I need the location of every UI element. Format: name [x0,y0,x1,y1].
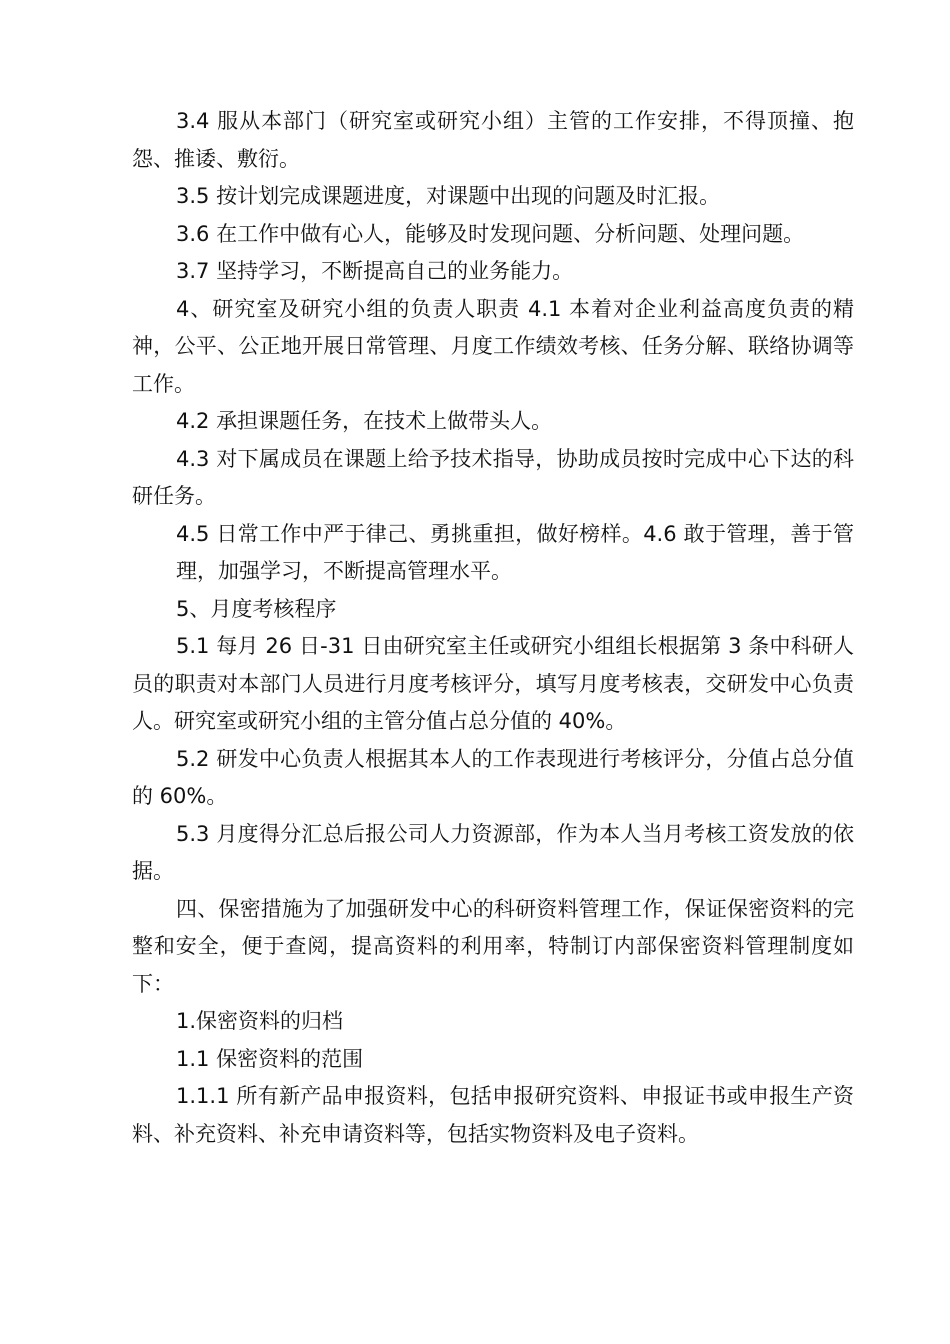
paragraph-3-4: 3.4 服从本部门（研究室或研究小组）主管的工作安排，不得顶撞、抱怨、推诿、敷衍。 [132,109,854,171]
heading-1-1: 1.1 保密资料的范围 [176,1046,364,1071]
heading-section-5: 5、月度考核程序 [176,596,337,621]
paragraph-5-3: 5.3 月度得分汇总后报公司人力资源部，作为本人当月考核工资发放的依据。 [132,821,854,883]
paragraph-5-1: 5.1 每月 26 日-31 日由研究室主任或研究小组组长根据第 3 条中科研人员的职责对本部门人员进行月度考核评分，填写月度考核表，交研发中心负责人。研究室或研究小组的主管分值占总分值的 40%。 [132,634,854,733]
paragraph-3-7: 3.7 坚持学习，不断提高自己的业务能力。 [176,259,574,283]
paragraph-3-5: 3.5 按计划完成课题进度，对课题中出现的问题及时汇报。 [176,184,721,208]
paragraph-5-2: 5.2 研发中心负责人根据其本人的工作表现进行考核评分，分值占总分值的 60%。 [132,746,854,808]
document-body [132,103,854,1153]
paragraph-4-2: 4.2 承担课题任务，在技术上做带头人。 [176,409,553,433]
paragraph-4-1: 4、研究室及研究小组的负责人职责 4.1 本着对企业利益高度负责的精神，公平、公正地开展日常管理、月度工作绩效考核、任务分解、联络协调等工作。 [132,296,854,396]
paragraph-section-4-intro: 四、保密措施为了加强研发中心的科研资料管理工作，保证保密资料的完整和安全，便于查阅，提高资料的利用率，特制订内部保密资料管理制度如下： [132,896,854,996]
paragraph-4-5: 4.5 日常工作中严于律己、勇挑重担，做好榜样。4.6 敢于管理，善于管理，加强学习，不断提高管理水平。 [176,521,854,583]
paragraph-1-1-1: 1.1.1 所有新产品申报资料，包括申报研究资料、申报证书或申报生产资料、补充资料、补充申请资料等，包括实物资料及电子资料。 [132,1084,854,1146]
heading-1: 1.保密资料的归档 [176,1009,344,1033]
paragraph-3-6: 3.6 在工作中做有心人，能够及时发现问题、分析问题、处理问题。 [176,221,805,246]
paragraph-4-3: 4.3 对下属成员在课题上给予技术指导，协助成员按时完成中心下达的科研任务。 [132,446,854,508]
